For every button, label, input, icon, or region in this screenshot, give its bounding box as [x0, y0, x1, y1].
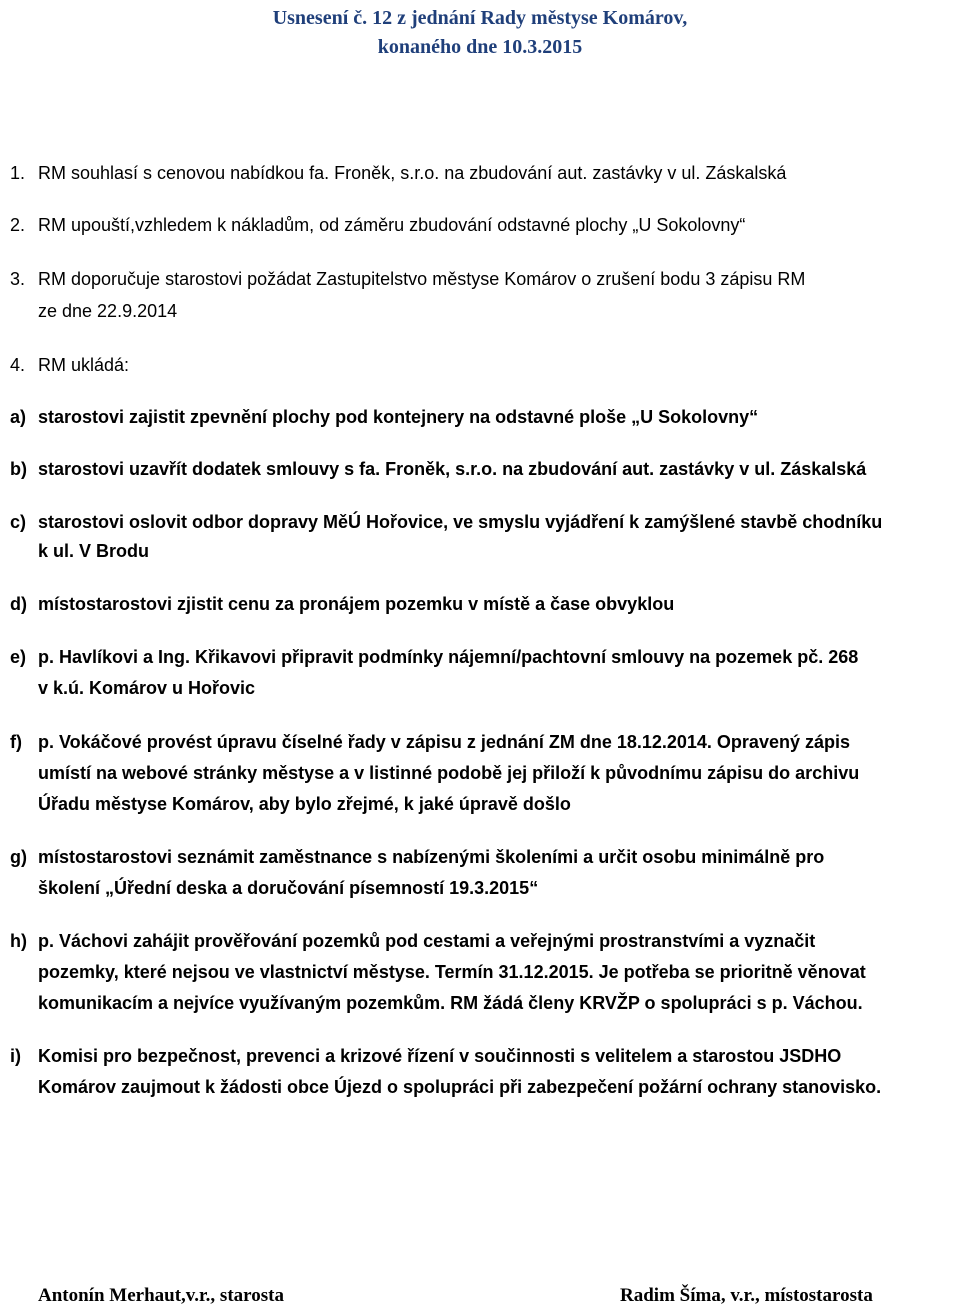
subitem-letter: f) [10, 732, 22, 752]
subitem-line: starostovi uzavřít dodatek smlouvy s fa. Froněk, s.r.o. na zbudování aut. zastávky v ul. Záskalská [38, 459, 867, 479]
item-text-continued: ze dne 22.9.2014 [38, 301, 178, 321]
subitem-line: umístí na webové stránky městyse a v listinné podobě jej přiloží k původnímu zápisu do archivu [38, 763, 860, 783]
item-number: 2. [10, 215, 26, 235]
title-line-1: Usnesení č. 12 z jednání Rady městyse Komárov, [272, 7, 688, 29]
subitem-line: školení „Úřední deska a doručování písemností 19.3.2015“ [38, 878, 539, 898]
subitem-letter: b) [10, 459, 27, 479]
subitem-line: Úřadu městyse Komárov, aby bylo zřejmé, k jaké úpravě došlo [38, 794, 571, 814]
subitem-letter: g) [10, 847, 27, 867]
subitem-line: starostovi oslovit odbor dopravy MěÚ Hořovice, ve smyslu vyjádření k zamýšlené stavbě chodníku [38, 512, 883, 532]
subitem-line: Komisi pro bezpečnost, prevenci a krizové řízení v součinnosti s velitelem a starostou JSDHO [38, 1046, 842, 1066]
signature-deputy-mayor: Radim Šíma, v.r., místostarosta [620, 1285, 873, 1306]
subitem-letter: c) [10, 512, 27, 532]
signature-mayor: Antonín Merhaut,v.r., starosta [38, 1285, 284, 1306]
subitem-letter: a) [10, 407, 27, 427]
subitem-line: starostovi zajistit zpevnění plochy pod kontejnery na odstavné ploše „U Sokolovny“ [38, 407, 759, 427]
subitem-line: místostarostovi zjistit cenu za pronájem pozemku v místě a čase obvyklou [38, 594, 675, 614]
item-number: 3. [10, 269, 26, 289]
subitem-line: komunikacím a nejvíce využívaným pozemkům. RM žádá členy KRVŽP o spolupráci s p. Váchou. [38, 993, 863, 1013]
subitem-letter: d) [10, 594, 27, 614]
subitem-line: p. Havlíkovi a Ing. Křikavovi připravit podmínky nájemní/pachtovní smlouvy na pozemek pč. 268 [38, 647, 859, 667]
subitem-line: Komárov zaujmout k žádosti obce Újezd o spolupráci při zabezpečení požární ochrany stanovisko. [38, 1077, 882, 1097]
subitem-line: k ul. V Brodu [38, 541, 150, 561]
item-number: 1. [10, 163, 26, 183]
document-title [0, 4, 960, 62]
subitem-letter: i) [10, 1046, 21, 1066]
item-text: RM souhlasí s cenovou nabídkou fa. Froněk, s.r.o. na zbudování aut. zastávky v ul. Záskalská [38, 163, 787, 183]
subitem-line: p. Váchovi zahájit prověřování pozemků pod cestami a veřejnými prostranstvími a vyznačit [38, 931, 816, 951]
item-text: RM ukládá: [38, 355, 130, 375]
subitem-line: místostarostovi seznámit zaměstnance s nabízenými školeními a určit osobu minimálně pro [38, 847, 825, 867]
item-text: RM upouští,vzhledem k nákladům, od záměru zbudování odstavné plochy „U Sokolovny“ [38, 215, 746, 235]
subitem-letter: e) [10, 647, 27, 667]
title-line-2: konaného dne 10.3.2015 [377, 36, 583, 58]
subitem-line: v k.ú. Komárov u Hořovic [38, 678, 256, 698]
subitem-letter: h) [10, 931, 27, 951]
item-number: 4. [10, 355, 26, 375]
subitem-line: p. Vokáčové provést úpravu číselné řady v zápisu z jednání ZM dne 18.12.2014. Opravený zápis [38, 732, 850, 752]
item-text: RM doporučuje starostovi požádat Zastupitelstvo městyse Komárov o zrušení bodu 3 zápisu RM [38, 269, 806, 289]
subitem-line: pozemky, které nejsou ve vlastnictví městyse. Termín 31.12.2015. Je potřeba se prioritně věnovat [38, 962, 866, 982]
